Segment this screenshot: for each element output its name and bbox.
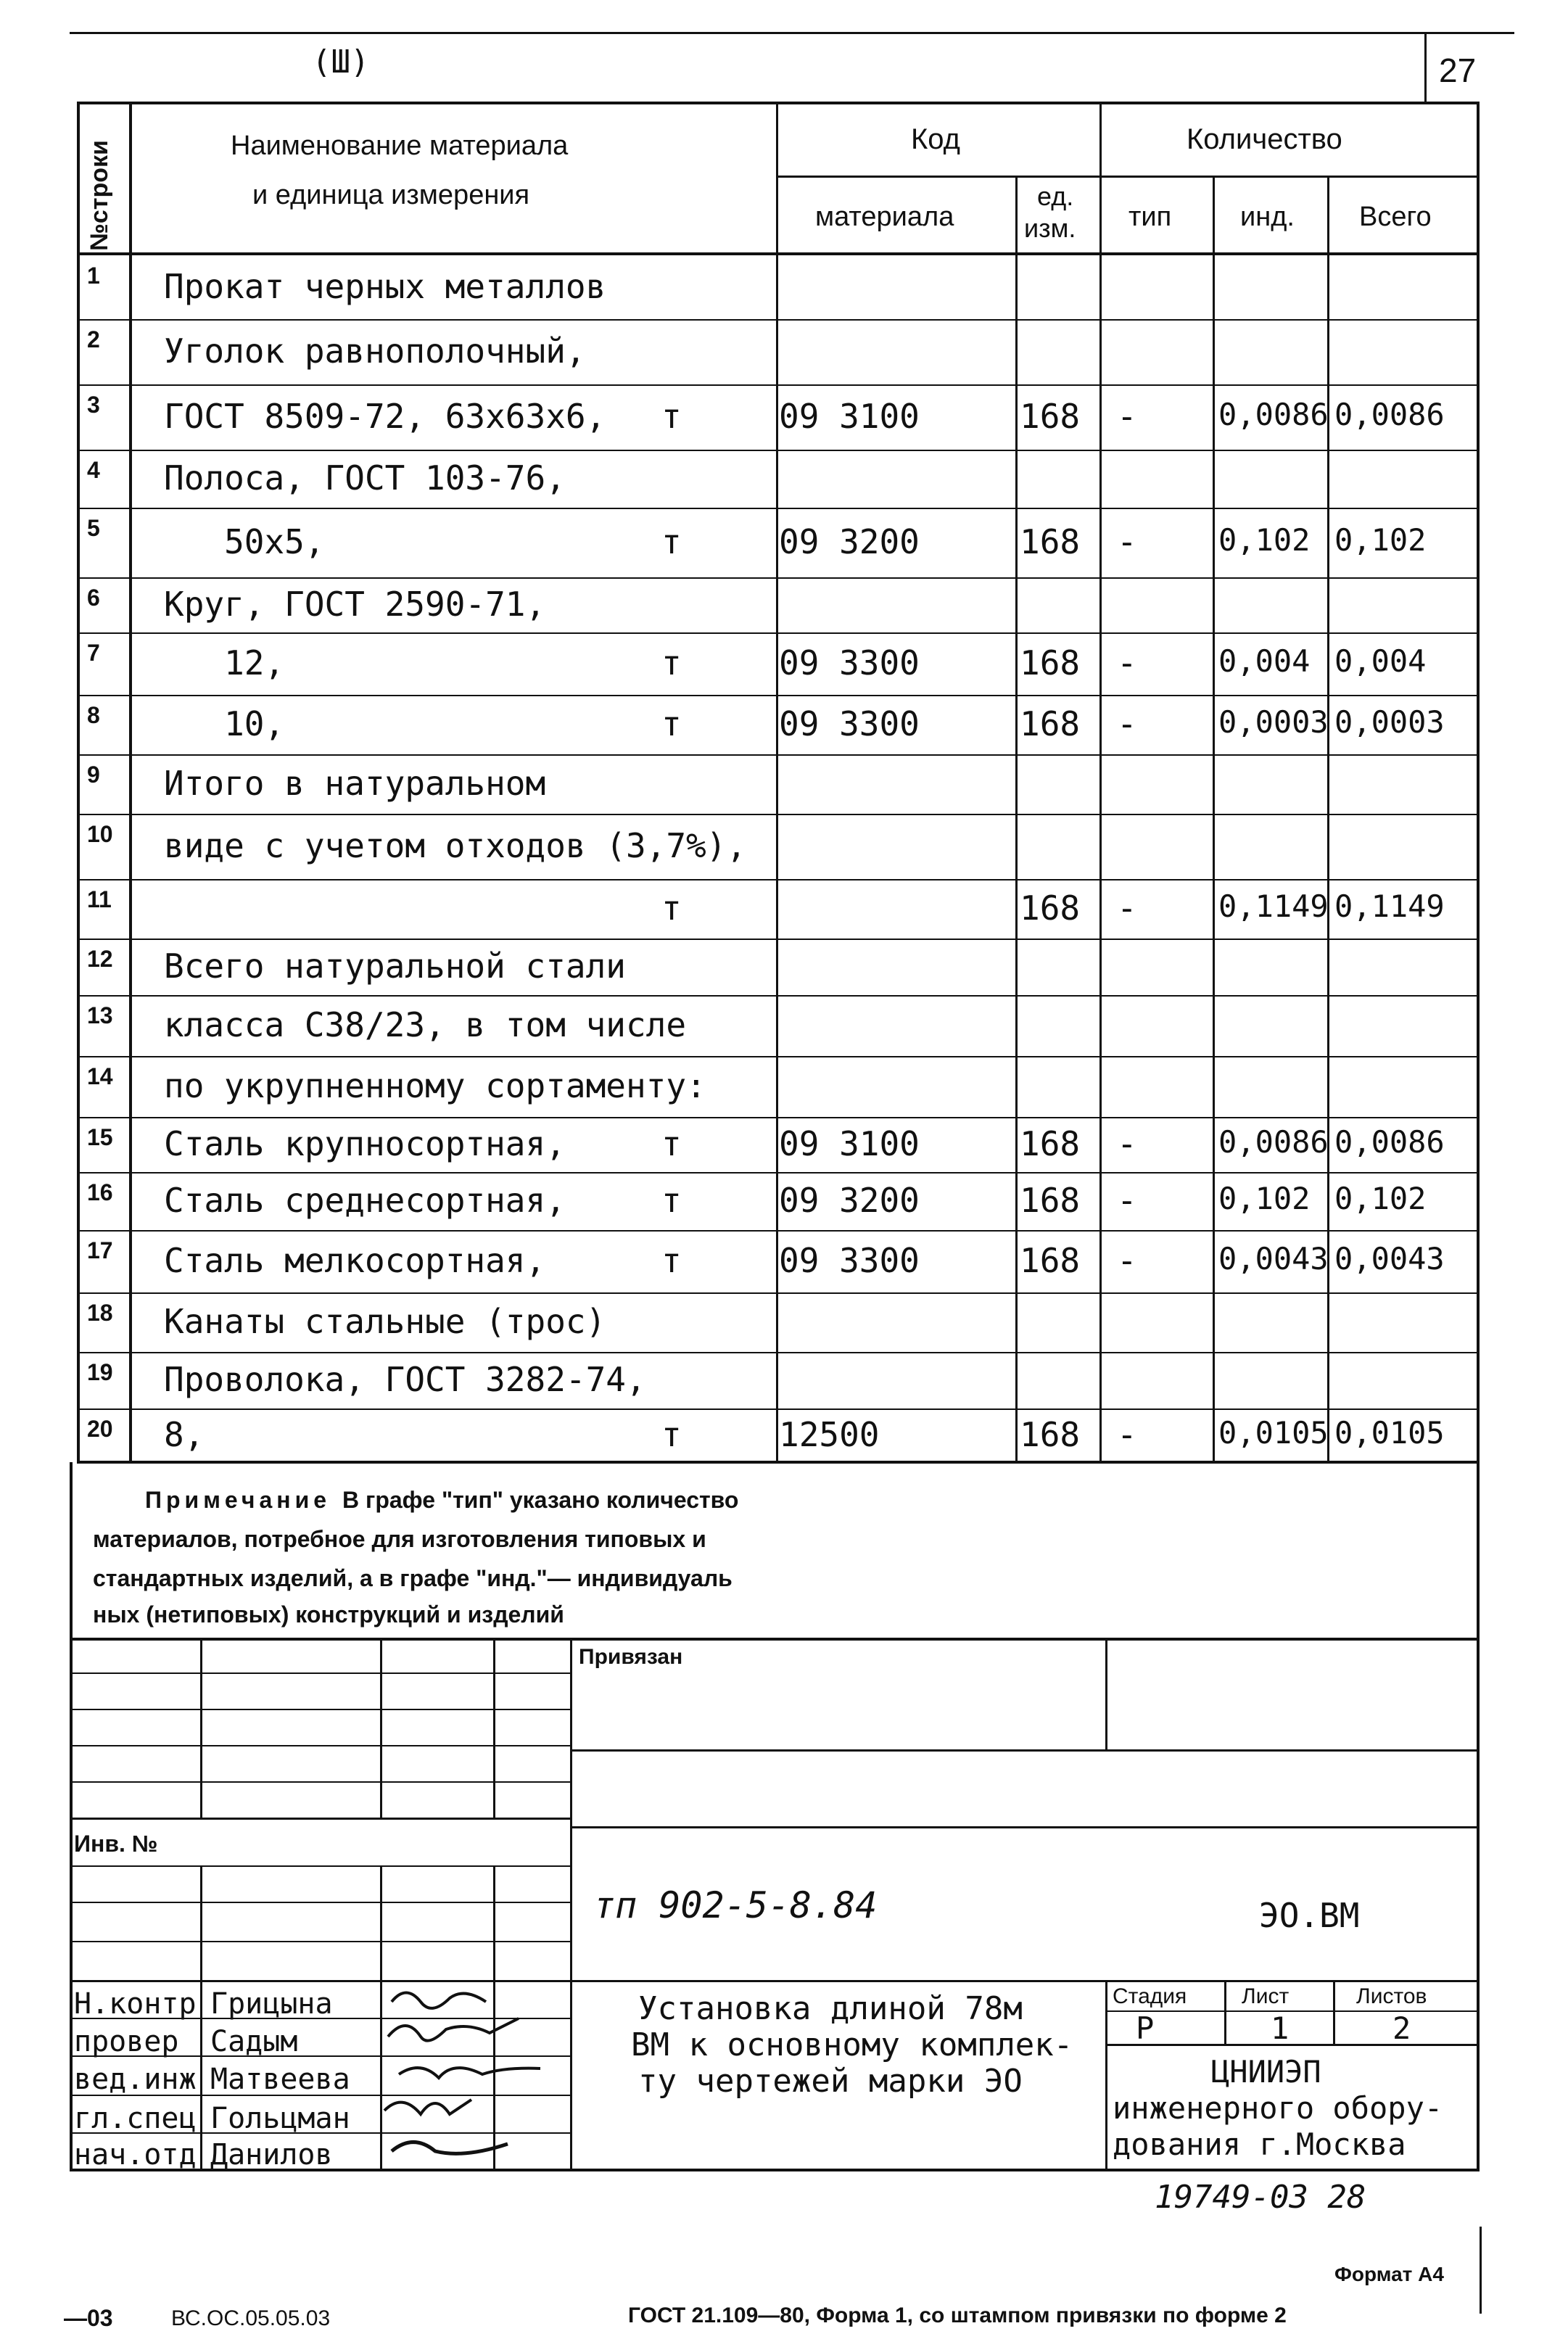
- row-number: 8: [87, 702, 100, 728]
- stage-v1: [1224, 1980, 1226, 2045]
- qty-total: 0,0043: [1334, 1241, 1445, 1276]
- table-left-border: [77, 102, 80, 1462]
- stamp-grid-v3: [493, 1638, 495, 1819]
- archive-number: 19749-03 28: [1155, 2179, 1366, 2216]
- signature-2: [388, 2018, 519, 2041]
- title-line3: ту чертежей марки ЭО: [638, 2063, 1023, 2100]
- stage-label-line: [1105, 2010, 1480, 2012]
- material-name: Проволока, ГОСТ 3282-74,: [164, 1360, 646, 1399]
- row-divider: [77, 1352, 1480, 1353]
- stage-left-border: [1105, 1980, 1107, 2170]
- material-name: Уголок равнополочный,: [164, 331, 586, 371]
- material-unit: т: [661, 1181, 682, 1220]
- qty-ind: 0,0086: [1218, 397, 1329, 432]
- unit-code: 168: [1020, 1415, 1081, 1454]
- material-name: Прокат черных металлов: [164, 267, 606, 306]
- row-divider: [77, 1117, 1480, 1118]
- qty-type: -: [1117, 1415, 1137, 1454]
- material-unit: т: [661, 397, 682, 436]
- material-name: Сталь среднесортная,: [164, 1181, 566, 1220]
- unit-code: 168: [1020, 1124, 1081, 1163]
- page-number: 27: [1439, 51, 1477, 89]
- material-unit: т: [661, 1124, 682, 1163]
- material-name: Канаты стальные (трос): [164, 1302, 606, 1341]
- material-code: 09 3200: [779, 1181, 920, 1220]
- material-name: класса С38/23, в том числе: [164, 1005, 687, 1044]
- qty-type: -: [1117, 643, 1137, 682]
- qty-type: -: [1117, 1241, 1137, 1280]
- row-divider: [77, 695, 1480, 696]
- qty-type: -: [1117, 1181, 1137, 1220]
- row-divider: [77, 1230, 1480, 1232]
- sheet-mark: ЭО.ВМ: [1259, 1896, 1360, 1935]
- signature-3: [399, 2068, 540, 2078]
- sheet-value: 1: [1271, 2010, 1290, 2046]
- sheets-label: Листов: [1356, 1984, 1427, 2008]
- material-code: 09 3300: [779, 1241, 920, 1280]
- col-divider-type: [1213, 176, 1215, 1462]
- inv-grid-h1: [70, 1902, 570, 1903]
- org-line3: дования г.Москва: [1113, 2127, 1406, 2162]
- material-unit: т: [661, 522, 682, 561]
- col-divider-qty: [1099, 102, 1102, 1462]
- stamp-grid-h4: [70, 1781, 570, 1783]
- footer-left-1: —03: [64, 2305, 113, 2331]
- header-row-no: №строки: [86, 140, 113, 251]
- inv-grid-v1: [200, 1865, 202, 1981]
- qty-ind: 0,0105: [1218, 1415, 1329, 1451]
- row-number: 12: [87, 946, 113, 972]
- row-divider: [77, 1408, 1480, 1410]
- unit-code: 168: [1020, 643, 1081, 682]
- table-bottom-border: [77, 1461, 1480, 1464]
- row-divider: [77, 319, 1480, 321]
- qty-total: 0,0105: [1334, 1415, 1445, 1451]
- header-q-type: тип: [1128, 202, 1172, 232]
- qty-type: -: [1117, 397, 1137, 436]
- row-divider: [77, 814, 1480, 815]
- material-unit: т: [661, 1415, 682, 1454]
- material-code: 09 3100: [779, 1124, 920, 1163]
- row-divider: [77, 879, 1480, 880]
- signer-role: Н.контр: [74, 1987, 197, 2021]
- qty-ind: 0,0086: [1218, 1124, 1329, 1160]
- col-divider-rownum: [129, 102, 132, 1462]
- sheet-label: Лист: [1242, 1984, 1290, 2008]
- row-number: 1: [87, 263, 100, 289]
- col-divider-unit: [1015, 176, 1018, 1462]
- row-number: 14: [87, 1063, 113, 1089]
- material-name: Итого в натуральном: [164, 764, 546, 803]
- stage-value-line: [1105, 2044, 1480, 2046]
- note-left-border: [70, 1462, 73, 1643]
- material-code: 12500: [779, 1415, 880, 1454]
- material-name: 8,: [164, 1415, 205, 1454]
- qty-ind: 0,004: [1218, 643, 1311, 679]
- top-border: [70, 32, 1514, 34]
- inv-grid-v3: [493, 1865, 495, 1981]
- row-divider: [77, 384, 1480, 386]
- header-unit-line2: изм.: [1024, 213, 1076, 243]
- note-line2: материалов, потребное для изготовления типовых и: [93, 1526, 706, 1552]
- stamp-grid-h2: [70, 1709, 570, 1710]
- signer-role: гл.спец: [74, 2102, 197, 2135]
- note-line3: стандартных изделий, а в графе "инд."— индивидуаль: [93, 1565, 733, 1591]
- row-number: 11: [87, 886, 112, 912]
- row-number: 17: [87, 1237, 113, 1263]
- row-number: 13: [87, 1002, 113, 1028]
- inv-no-label: Инв. №: [74, 1831, 158, 1857]
- row-number: 9: [87, 762, 100, 788]
- header-code-material: материала: [815, 202, 954, 232]
- stamp-left-border: [70, 1638, 73, 2170]
- header-code: Код: [911, 123, 961, 155]
- row-divider: [77, 995, 1480, 997]
- header-q-total: Всего: [1359, 202, 1432, 232]
- privyazan-divider: [1105, 1638, 1107, 1751]
- material-code: 09 3200: [779, 522, 920, 561]
- qty-ind: 0,0003: [1218, 704, 1329, 740]
- material-unit: т: [661, 888, 682, 928]
- stage-value: Р: [1136, 2010, 1155, 2046]
- row-divider: [77, 577, 1480, 579]
- qty-type: -: [1117, 1124, 1137, 1163]
- note-line4: ных (нетиповых) конструкций и изделий: [93, 1601, 564, 1628]
- signer-name: Данилов: [210, 2138, 333, 2171]
- stamp-grid-h1: [70, 1672, 570, 1674]
- qty-type: -: [1117, 704, 1137, 743]
- page-number-divider: [1424, 32, 1427, 104]
- signer-name: Садым: [210, 2025, 298, 2058]
- header-name-line1: Наименование материала: [231, 131, 569, 161]
- row-number: 18: [87, 1300, 113, 1326]
- header-q-ind: инд.: [1240, 202, 1295, 232]
- material-unit: т: [661, 704, 682, 743]
- material-code: 09 3300: [779, 704, 920, 743]
- row-number: 5: [87, 515, 100, 541]
- org-line2: инженерного обору-: [1113, 2090, 1443, 2126]
- qty-type: -: [1117, 522, 1137, 561]
- note-lead: Примечание: [145, 1487, 331, 1513]
- project-code-top: [570, 1826, 1480, 1828]
- material-code: 09 3100: [779, 397, 920, 436]
- qty-total: 0,1149: [1334, 888, 1445, 924]
- qty-type: -: [1117, 888, 1137, 928]
- material-name: виде с учетом отходов (3,7%),: [164, 826, 747, 865]
- row-number: 19: [87, 1359, 113, 1385]
- signature-4: [384, 2100, 471, 2114]
- material-name: ГОСТ 8509-72, 63х63х6,: [164, 397, 606, 436]
- unit-code: 168: [1020, 397, 1081, 436]
- qty-ind: 0,0043: [1218, 1241, 1329, 1276]
- header-quantity: Количество: [1187, 123, 1342, 155]
- material-name: 10,: [164, 704, 285, 743]
- header-name-line2: и единица измерения: [252, 180, 530, 210]
- qty-ind: 0,102: [1218, 1181, 1311, 1216]
- project-code: тп 902-5-8.84: [593, 1884, 878, 1926]
- row-number: 6: [87, 585, 100, 611]
- stage-v2: [1333, 1980, 1335, 2045]
- row-divider: [77, 632, 1480, 634]
- title-line2: ВМ к основному комплек-: [631, 2026, 1073, 2063]
- footer-left-2: ВС.ОС.05.05.03: [171, 2306, 331, 2330]
- header-subline: [776, 176, 1480, 178]
- unit-code: 168: [1020, 1181, 1081, 1220]
- signer-name: Гольцман: [210, 2102, 350, 2135]
- qty-ind: 0,1149: [1218, 888, 1329, 924]
- row-number: 2: [87, 326, 100, 352]
- row-divider: [77, 450, 1480, 451]
- material-name: Сталь мелкосортная,: [164, 1241, 546, 1280]
- stamp-right-border: [1477, 1638, 1480, 2170]
- stamp-grid-v2: [380, 1638, 382, 1819]
- privyazan-bottom: [570, 1749, 1480, 1752]
- signature-5: [392, 2142, 508, 2154]
- stamp-grid-h5: [70, 1818, 570, 1820]
- signer-grid-v1: [200, 1980, 202, 2170]
- unit-code: 168: [1020, 704, 1081, 743]
- signers-top: [70, 1980, 1480, 1982]
- signer-role: нач.отд: [74, 2138, 197, 2171]
- signer-role: провер: [74, 2025, 179, 2058]
- row-number: 10: [87, 821, 113, 847]
- table-top-border: [77, 102, 1480, 104]
- stamp-top-border: [70, 1638, 1480, 1641]
- format-label: Формат А4: [1334, 2263, 1444, 2285]
- signer-role: вед.инж: [74, 2063, 197, 2096]
- signer-name: Матвеева: [210, 2063, 350, 2096]
- material-code: 09 3300: [779, 643, 920, 682]
- material-unit: т: [661, 1241, 682, 1280]
- material-name: Круг, ГОСТ 2590-71,: [164, 585, 546, 624]
- row-number: 3: [87, 392, 100, 418]
- unit-code: 168: [1020, 522, 1081, 561]
- row-number: 16: [87, 1179, 113, 1205]
- material-unit: т: [661, 643, 682, 682]
- footer-right: ГОСТ 21.109—80, Форма 1, со штампом привязки по форме 2: [628, 2303, 1287, 2327]
- qty-total: 0,004: [1334, 643, 1427, 679]
- table-right-border: [1477, 102, 1480, 1462]
- row-number: 7: [87, 640, 100, 666]
- stage-label: Стадия: [1113, 1984, 1187, 2008]
- qty-total: 0,0086: [1334, 397, 1445, 432]
- note-right-border: [1477, 1462, 1480, 1643]
- material-name: Полоса, ГОСТ 103-76,: [164, 458, 566, 498]
- row-divider: [77, 1172, 1480, 1174]
- material-name: по укрупненному сортаменту:: [164, 1066, 706, 1105]
- qty-total: 0,0003: [1334, 704, 1445, 740]
- stamp-grid-h3: [70, 1745, 570, 1746]
- col-divider-code: [776, 102, 778, 1462]
- row-divider: [77, 1292, 1480, 1294]
- row-divider: [77, 508, 1480, 509]
- row-number: 15: [87, 1124, 113, 1150]
- material-name: Всего натуральной стали: [164, 946, 626, 986]
- inv-grid-h2: [70, 1941, 570, 1942]
- signer-name: Грицына: [210, 1987, 333, 2021]
- qty-total: 0,102: [1334, 1181, 1427, 1216]
- header-unit-line1: ед.: [1037, 181, 1074, 211]
- row-divider: [77, 939, 1480, 940]
- title-line1: Установка длиной 78м: [638, 1990, 1023, 2027]
- unit-code: 168: [1020, 888, 1081, 928]
- qty-total: 0,102: [1334, 522, 1427, 558]
- unit-code: 168: [1020, 1241, 1081, 1280]
- inv-grid-v2: [380, 1865, 382, 1981]
- stamp-grid-v1: [200, 1638, 202, 1819]
- material-name: Сталь крупносортная,: [164, 1124, 566, 1163]
- sheets-value: 2: [1392, 2010, 1411, 2046]
- material-name: 50х5,: [164, 522, 325, 561]
- org-line1: ЦНИИЭП: [1211, 2054, 1321, 2090]
- row-number: 4: [87, 457, 100, 483]
- row-divider: [77, 1056, 1480, 1057]
- privyazan-label: Привязан: [579, 1645, 683, 1669]
- note-line1: В графе "тип" указано количество: [342, 1487, 739, 1513]
- section-mark: (Ш): [312, 44, 370, 81]
- right-margin-line: [1480, 2227, 1482, 2314]
- signature-scribbles: [377, 1980, 595, 2170]
- row-number: 20: [87, 1416, 113, 1442]
- header-bottom-border: [77, 252, 1480, 255]
- material-name: 12,: [164, 643, 285, 682]
- qty-total: 0,0086: [1334, 1124, 1445, 1160]
- qty-ind: 0,102: [1218, 522, 1311, 558]
- signature-1: [392, 1993, 486, 2008]
- row-divider: [77, 754, 1480, 756]
